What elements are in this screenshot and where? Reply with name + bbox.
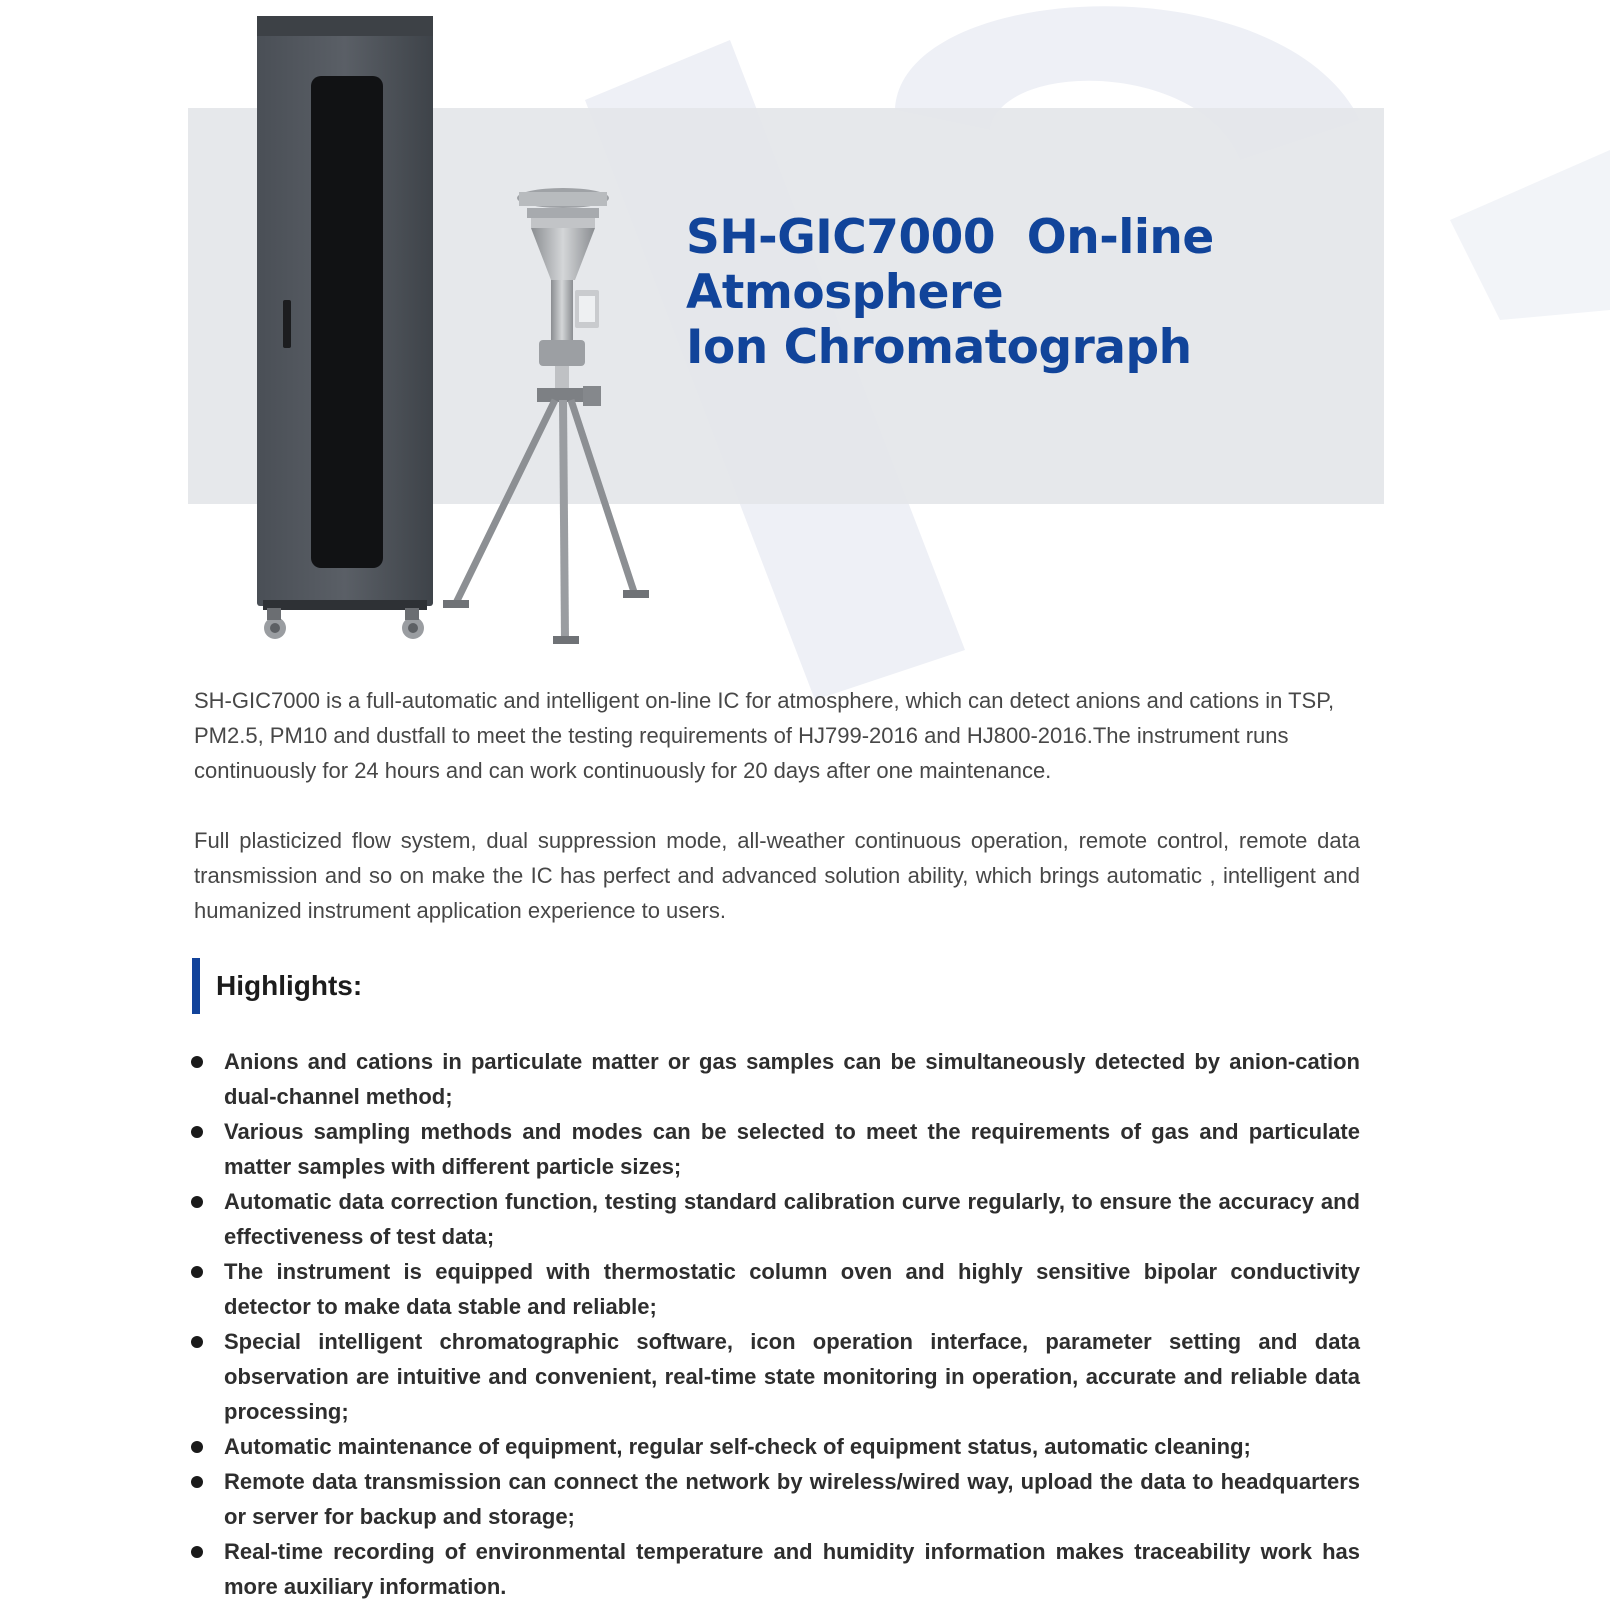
- highlights-list: [194, 1044, 1360, 1604]
- list-item-text: Various sampling methods and modes can be selected to meet the requirements of gas and particulate matter samples with different particle sizes;: [224, 1119, 1360, 1179]
- product-image: [245, 10, 665, 660]
- bullet-icon: [191, 1196, 203, 1208]
- sampler-icon: [443, 188, 649, 644]
- list-item: [194, 1184, 1360, 1254]
- list-item: [194, 1534, 1360, 1604]
- list-item-text: Anions and cations in particulate matter or gas samples can be simultaneously detected by anion-cation dual-channel method;: [224, 1049, 1360, 1109]
- intro-paragraph-2: Full plasticized flow system, dual suppression mode, all-weather continuous operation, remote control, remote data transmission and so on make the IC has perfect and advanced solution ability, which brings automatic , intelligent and humanized instrument application experience to users.: [194, 828, 1360, 923]
- bullet-icon: [191, 1336, 203, 1348]
- list-item: [194, 1114, 1360, 1184]
- list-item: [194, 1429, 1360, 1464]
- product-title-line-3: Ion Chromatograph: [686, 320, 1192, 375]
- bullet-icon: [191, 1476, 203, 1488]
- bullet-icon: [191, 1056, 203, 1068]
- bullet-icon: [191, 1126, 203, 1138]
- list-item-text: Automatic maintenance of equipment, regular self-check of equipment status, automatic cleaning;: [224, 1434, 1251, 1459]
- list-item-text: Remote data transmission can connect the network by wireless/wired way, upload the data to headquarters or server for backup and storage;: [224, 1469, 1360, 1529]
- bullet-icon: [191, 1546, 203, 1558]
- list-item-text: Automatic data correction function, testing standard calibration curve regularly, to ensure the accuracy and effectiveness of test data;: [224, 1189, 1360, 1249]
- intro-paragraph-1: SH-GIC7000 is a full-automatic and intelligent on-line IC for atmosphere, which can detect anions and cations in TSP, PM2.5, PM10 and dustfall to meet the testing requirements of HJ799-2016 and HJ800-2016.The instrument runs continuously for 24 hours and can work continuously for 20 days after one maintenance.: [194, 688, 1335, 783]
- product-title: [686, 210, 1326, 375]
- section-accent-bar: [192, 958, 200, 1014]
- list-item-text: The instrument is equipped with thermostatic column oven and highly sensitive bipolar conductivity detector to make data stable and reliable;: [224, 1259, 1360, 1319]
- highlights-title: Highlights:: [216, 970, 363, 1001]
- list-item-text: Real-time recording of environmental temperature and humidity information makes traceability work has more auxiliary information.: [224, 1539, 1360, 1599]
- bullet-icon: [191, 1441, 203, 1453]
- main-content: [194, 683, 1360, 1604]
- list-item: [194, 1324, 1360, 1429]
- list-item: [194, 1254, 1360, 1324]
- product-title-line-2: Atmosphere: [686, 265, 1004, 320]
- list-item: [194, 1044, 1360, 1114]
- product-title-line-1: SH-GIC7000 On-line: [686, 210, 1214, 265]
- list-item-text: Special intelligent chromatographic software, icon operation interface, parameter setting and data observation are intuitive and convenient, real-time state monitoring in operation, accurate and reliable data processing;: [224, 1329, 1360, 1424]
- highlights-heading: [192, 958, 1360, 1014]
- bullet-icon: [191, 1266, 203, 1278]
- list-item: [194, 1464, 1360, 1534]
- cabinet-icon: [257, 16, 433, 639]
